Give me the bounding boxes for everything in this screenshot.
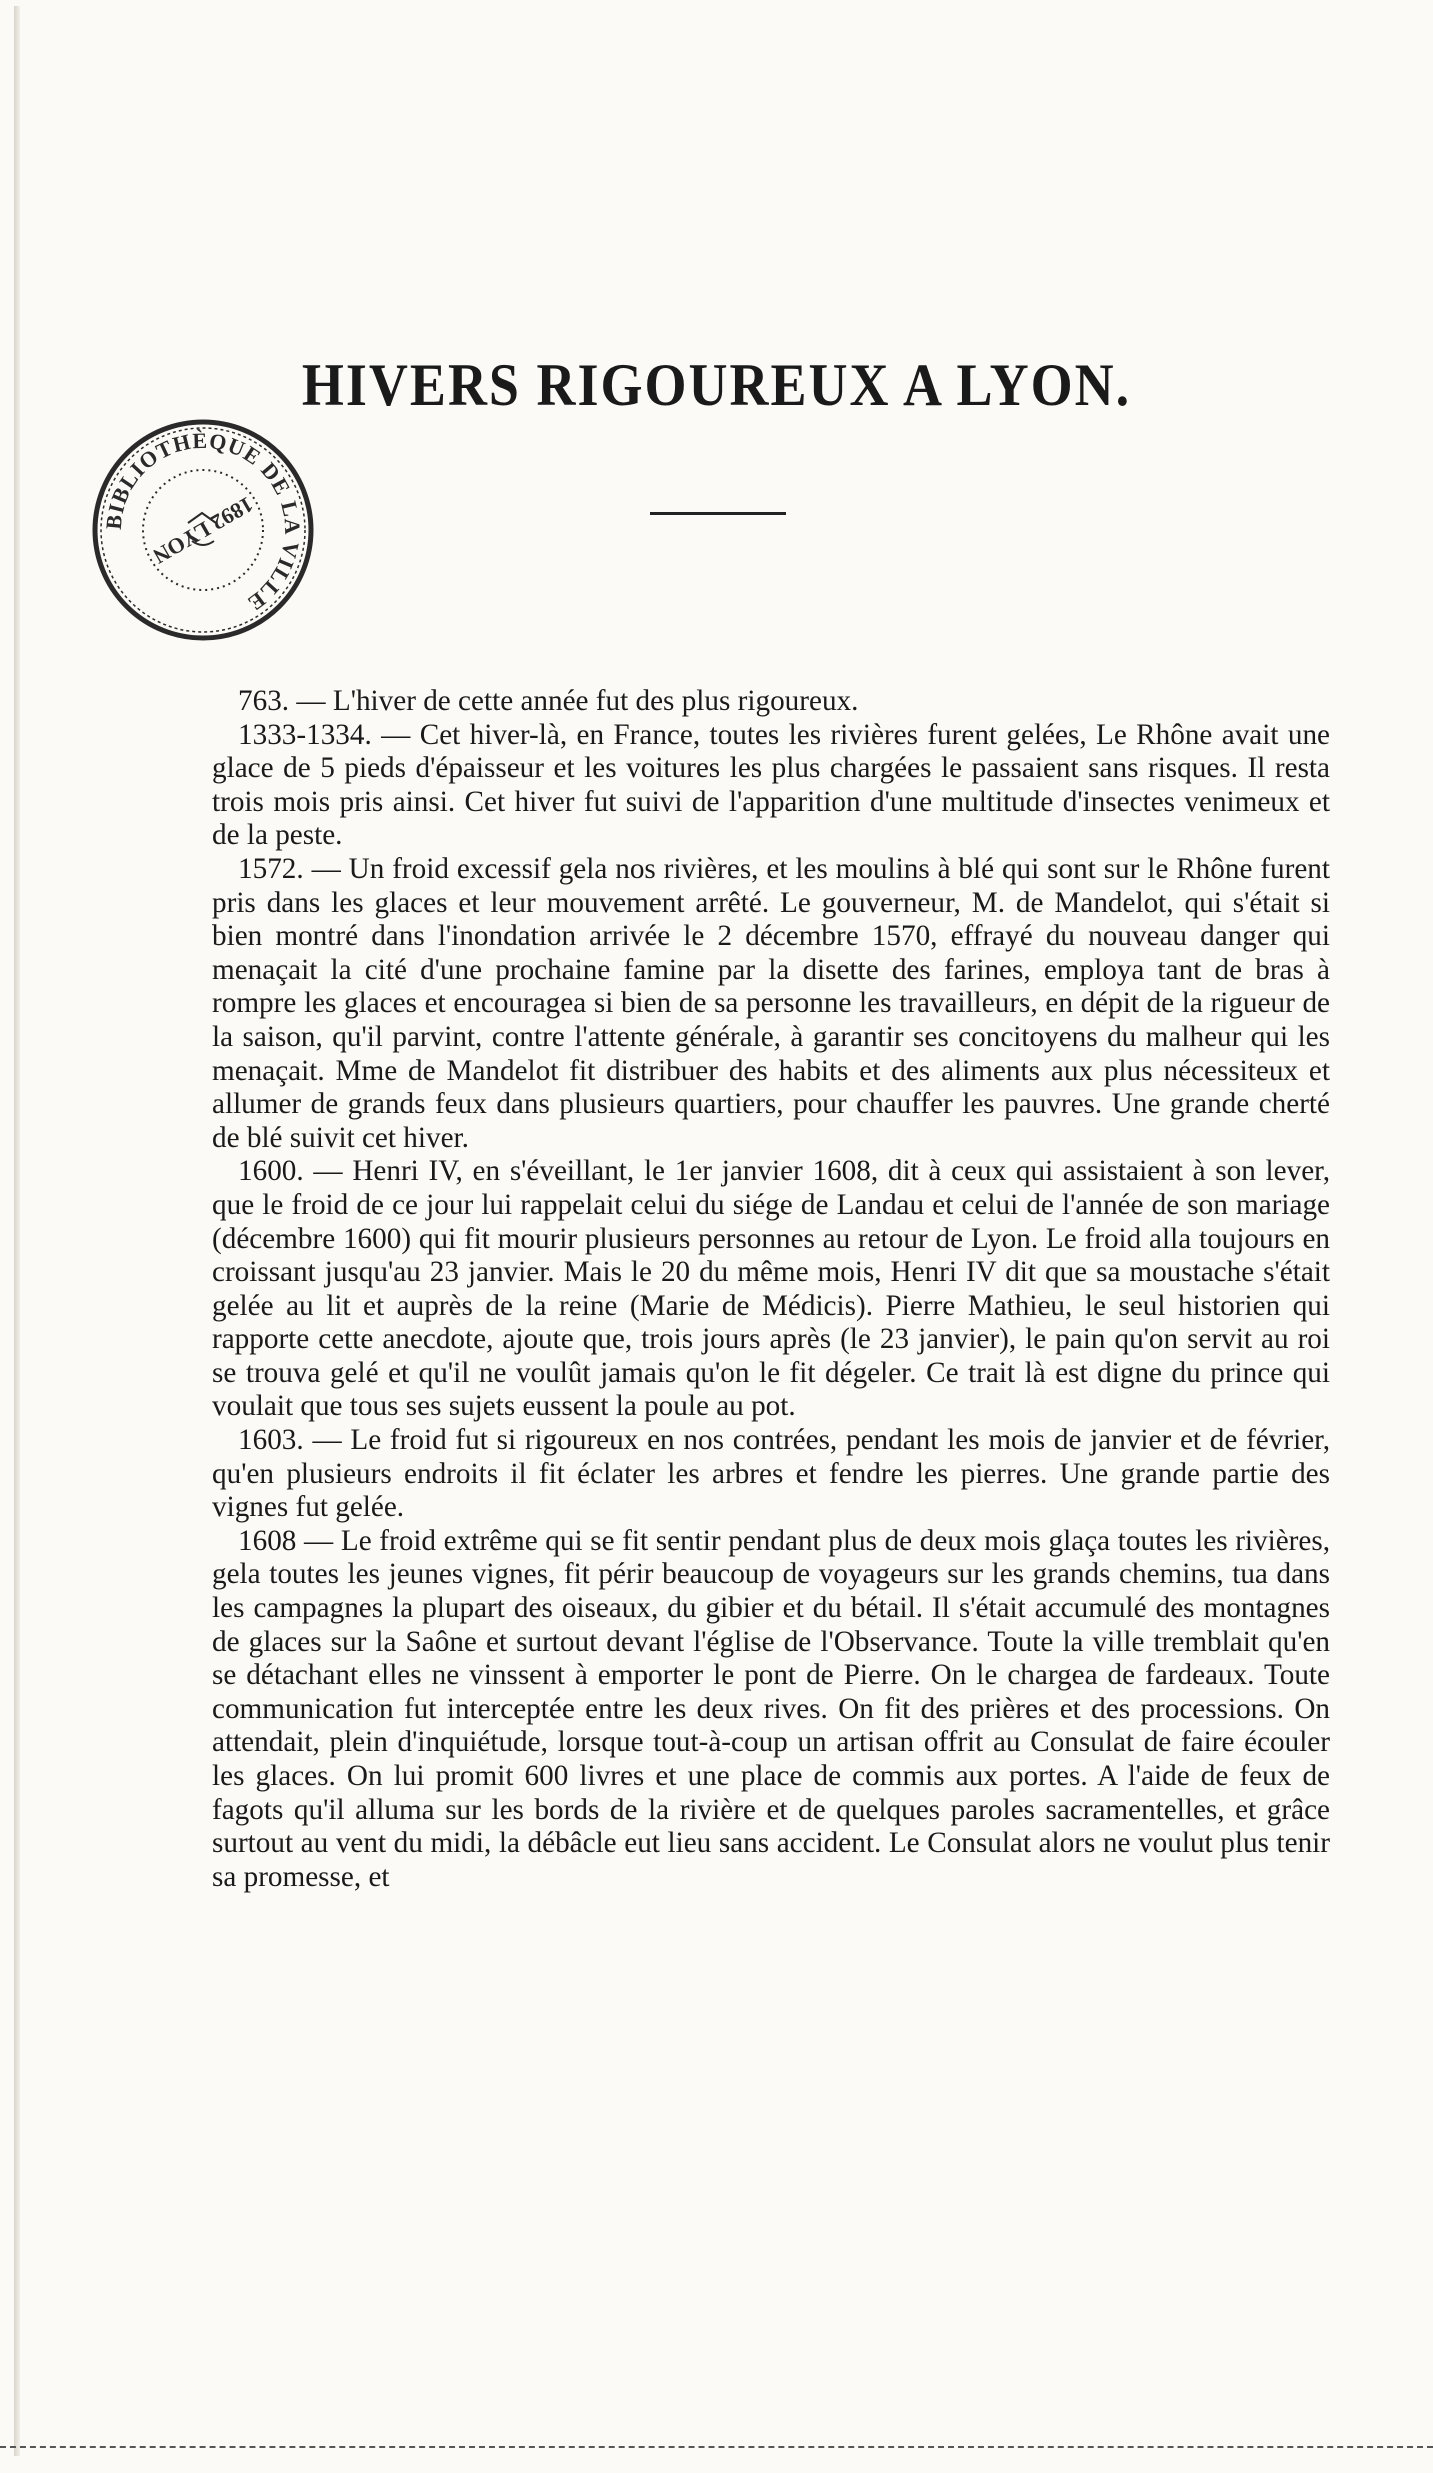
article-body xyxy=(212,685,1330,1894)
page-bottom-rule xyxy=(0,2446,1433,2448)
entry-text: — Un froid excessif gela nos rivières, et les moulins à blé qui sont sur le Rhône furent pris dans les glaces et leur mouvement arrêté. Le gouverneur, M. de Mandelot, qui s'était si bien montré dans l'inondation arrivée le 2 décembre 1570, effrayé du nouveau danger qui menaçait la cité d'une prochaine famine par la disette des farines, employa tant de bras à rompre les glaces et encouragea si bien de sa personne les travailleurs, en dépit de la rigueur de la saison, qu'il parvint, contre l'attente générale, à garantir ses concitoyens du malheur qui les menaçait. Mme de Mandelot fit distribuer des habits et des aliments aux plus nécessiteux et allumer de grands feux dans plusieurs quartiers, pour chauffer les pauvres. Une grande cherté de blé suivit cet hiver. xyxy=(212,852,1330,1154)
entry-text: — Le froid fut si rigoureux en nos contrées, pendant les mois de janvier et de février, qu'en plusieurs endroits il fit éclater les arbres et fendre les pierres. Une grande partie des vignes fut gelée. xyxy=(212,1424,1330,1524)
entry-year: 1333-1334. xyxy=(238,718,372,751)
title-divider xyxy=(650,512,786,515)
library-stamp xyxy=(88,415,318,645)
page-title: HIVERS RIGOUREUX A LYON. xyxy=(301,351,1132,419)
entry-year: 763. xyxy=(238,685,290,717)
entry-paragraph xyxy=(212,685,1330,719)
entry-year: 1572. xyxy=(238,852,304,885)
library-stamp-graphic xyxy=(88,415,318,645)
entry-text: — Henri IV, en s'éveillant, le 1er janvier 1608, dit à ceux qui assistaient à son lever, que le froid de ce jour lui rappelait celui du siége de Landau et celui de l'année de son mariage (décembre 1600) qui fit mourir plusieurs personnes au retour de Lyon. Le froid alla toujours en croissant jusqu'au 23 janvier. Mais le 20 du même mois, Henri IV dit que sa moustache s'était gelée au lit et auprès de la reine (Marie de Médicis). Pierre Mathieu, le seul historien qui rapporte cette anecdote, ajoute que, trois jours après (le 23 janvier), le pain qu'on servit au roi se trouva gelé et qu'il ne voulût jamais qu'on le fit dégeler. Ce trait là est digne du prince qui voulait que tous ses sujets eussent la poule au pot. xyxy=(212,1155,1331,1423)
entry-text: — L'hiver de cette année fut des plus rigoureux. xyxy=(296,685,859,717)
entry-paragraph xyxy=(212,1525,1330,1895)
stamp-center-text: 1892 LYON xyxy=(148,491,258,570)
entry-year: 1600. xyxy=(238,1155,304,1188)
entry-year: 1608 xyxy=(238,1524,297,1557)
entry-paragraph xyxy=(212,1424,1330,1525)
entry-text: — Le froid extrême qui se fit sentir pendant plus de deux mois glaça toutes les rivières, gela toutes les jeunes vignes, fit périr beaucoup de voyageurs sur les grands chemins, tua dans les campagnes la plupart des oiseaux, du gibier et du bétail. Il s'était accumulé des montagnes de glaces sur la Saône et surtout devant l'église de l'Observance. Toute la ville tremblait qu'en se détachant elles ne vinssent à emporter le pont de Pierre. On le chargea de fardeaux. Toute communication fut interceptée entre les deux rives. On fit des prières et des processions. On attendait, plein d'inquiétude, lorsque tout-à-coup un artisan offrit au Consulat de faire écouler les glaces. On lui promit 600 livres et une place de commis aux portes. A l'aide de feux de fagots qu'il alluma sur les bords de la rivière et de quelques paroles sacramentelles, et grâce surtout au vent du midi, la débâcle eut lieu sans accident. Le Consulat alors ne voulut plus tenir sa promesse, et xyxy=(212,1524,1331,1893)
entry-paragraph xyxy=(212,853,1330,1155)
entry-text: — Cet hiver-là, en France, toutes les rivières furent gelées, Le Rhône avait une glace de 5 pieds d'épaisseur et les voitures les plus chargées le passaient sans risques. Il resta trois mois pris ainsi. Cet hiver fut suivi de l'apparition d'une multitude d'insectes venimeux et de la peste. xyxy=(212,718,1331,852)
entry-paragraph xyxy=(212,719,1330,853)
entry-paragraph xyxy=(212,1155,1330,1424)
stamp-ring-text: BIBLIOTHÈQUE DE LA VILLE xyxy=(100,427,306,617)
entry-year: 1603. xyxy=(238,1424,304,1457)
